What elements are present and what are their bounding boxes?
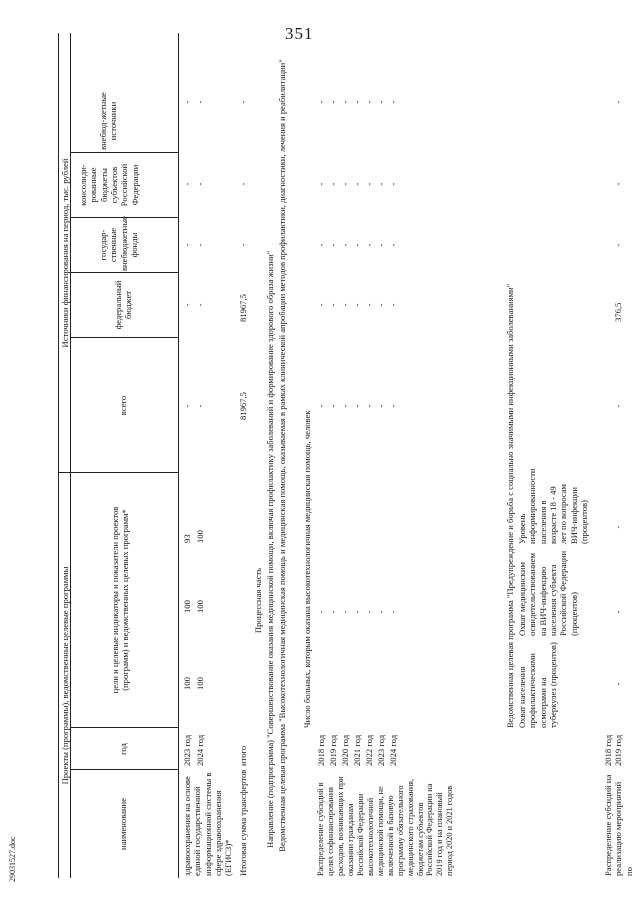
cell-dash: -: [328, 303, 338, 307]
row-egisz-ind3-2023: 93: [182, 534, 192, 543]
row-egisz-ind3-2024: 100: [195, 530, 205, 543]
cell-dash: -: [195, 404, 205, 408]
cell-dash: -: [613, 682, 623, 686]
cell-dash: -: [195, 182, 205, 186]
group-header-divider: [70, 33, 71, 878]
cell-dash: -: [352, 610, 362, 614]
cell-dash: -: [376, 182, 386, 186]
cell-dash: -: [316, 182, 326, 186]
row-last-name: Распределение субсидий на реализацию мероприятий по: [603, 774, 634, 876]
cell-dash: -: [238, 100, 248, 104]
cell-dash: -: [340, 100, 350, 104]
row-subsidies-name: Распределение субсидий в целях софинансирования расходов, возникающих при оказании гражданам Российской Федерации высокотехнологичной медицинской помощи, не включенной в базовую программу обязательного медицинского страхования, бюджетам субъектов Российской Федерации на 2019 год и на плановый период 2020 и 2021 годов: [316, 776, 455, 876]
row-last-year: 2019 год: [613, 734, 623, 766]
row-transfers-total: 81967,5: [238, 392, 248, 420]
cell-dash: -: [195, 303, 205, 307]
cell-dash: -: [328, 404, 338, 408]
row-egisz-name: здравоохранения на основе единой государственной информационной системы в сфере здравоохранения (ЕГИСЗ)*: [182, 772, 234, 876]
col-header-extra: внебюд-жетные источники: [98, 92, 119, 150]
cell-dash: -: [613, 100, 623, 104]
cell-dash: -: [376, 404, 386, 408]
cell-dash: -: [613, 525, 623, 529]
cell-dash: -: [613, 404, 623, 408]
cell-dash: -: [364, 100, 374, 104]
row-subsidies-year: 2019 год: [328, 734, 338, 766]
program2-indicator-3: Уровень информированности населения в возрасте 18 - 49 лет по вопросам ВИЧ-инфекции (процентов): [517, 468, 589, 544]
row-transfers-year: итого: [238, 745, 248, 766]
cell-dash: -: [238, 182, 248, 186]
row-subsidies-year: 2024 год: [388, 734, 398, 766]
rotated-table: [58, 33, 634, 878]
cell-dash: -: [352, 243, 362, 247]
row-subsidies-year: 2018 год: [316, 734, 326, 766]
cell-dash: -: [195, 100, 205, 104]
cell-dash: -: [316, 610, 326, 614]
program2-indicator-2: Охват медицинским освидетельствованием на ВИЧ-инфекцию населения субъекта Российской Федерации (процентов): [517, 550, 579, 636]
cell-dash: -: [388, 610, 398, 614]
cell-dash: -: [195, 243, 205, 247]
cell-dash: -: [316, 243, 326, 247]
cell-dash: -: [238, 243, 248, 247]
cell-dash: -: [182, 100, 192, 104]
cell-dash: -: [340, 182, 350, 186]
cell-dash: -: [182, 303, 192, 307]
cell-dash: -: [388, 303, 398, 307]
program2-title: Ведомственная целевая программа "Предупреждение и борьба с социально значимыми инфекционными заболеваниями": [505, 283, 515, 728]
cell-dash: -: [182, 404, 192, 408]
header-bottom-border: [178, 33, 179, 878]
program2-indicator-1: Охват населения профилактическими осмотрами на туберкулез (процентов): [517, 642, 558, 728]
col-header-consolidated: консолиди-рованные бюджеты субъектов Российской Федерации: [78, 163, 140, 207]
row-subsidies-year: 2023 год: [376, 734, 386, 766]
cell-dash: -: [388, 404, 398, 408]
cell-dash: -: [340, 610, 350, 614]
col-header-state-funds: государ-ственные внебюджетные фонды: [98, 216, 139, 271]
cell-dash: -: [328, 182, 338, 186]
processing-part-title: Процессная часть: [253, 567, 263, 634]
page-number: 351: [285, 24, 314, 43]
cell-dash: -: [376, 610, 386, 614]
cell-dash: -: [376, 243, 386, 247]
cell-dash: -: [316, 100, 326, 104]
col-header-federal: федеральный бюджет: [113, 280, 134, 330]
program1-indicator: Число больных, которым оказана высокотехнологичная медицинская помощь, человек: [302, 410, 312, 728]
projects-group-header: Проекты (программы), ведомственные целевые программы: [60, 566, 70, 785]
row-egisz-ind1-2023: 100: [182, 677, 192, 690]
col-header-total: всего: [118, 395, 128, 416]
cell-dash: -: [340, 243, 350, 247]
table-top-border: [58, 33, 59, 878]
cell-dash: -: [352, 303, 362, 307]
cell-dash: -: [182, 182, 192, 186]
col-header-indicators: цели и целевые индикаторы и показатели проектов (программ) и ведомственных целевых программ*: [110, 506, 131, 694]
footer-file-code: 29031527.doc: [8, 836, 17, 882]
row-transfers-federal: 81967,5: [238, 294, 248, 322]
row-last-year: 2018 год: [603, 734, 613, 766]
row-egisz-ind2-2024: 100: [195, 600, 205, 613]
cell-dash: -: [364, 303, 374, 307]
cell-dash: -: [388, 100, 398, 104]
col-divider-extra: [70, 152, 178, 153]
row-egisz-ind1-2024: 100: [195, 677, 205, 690]
cell-dash: -: [352, 100, 362, 104]
cell-dash: -: [613, 243, 623, 247]
program1-title: Ведомственная целевая программа "Высокотехнологичная медицинская помощь и медицинская помощь, оказываемая в рамках клинической апробации методов профилактики, диагностики, лечения и реабилитации": [277, 59, 287, 852]
row-subsidies-year: 2021 год: [352, 734, 362, 766]
col-header-name: наименование: [118, 798, 128, 850]
cell-dash: -: [328, 100, 338, 104]
cell-dash: -: [613, 610, 623, 614]
row-transfers-name: Итоговая сумма трансфертов: [238, 769, 248, 876]
row-egisz-year-2023: 2023 год: [182, 734, 192, 766]
cell-dash: -: [388, 243, 398, 247]
cell-dash: -: [364, 182, 374, 186]
col-divider-state-funds: [70, 272, 178, 273]
cell-dash: -: [364, 243, 374, 247]
cell-dash: -: [340, 303, 350, 307]
direction-title: Направление (подпрограмма) "Совершенствование оказания медицинской помощи, включая профилактику заболеваний и формирование здорового образа жизни": [265, 250, 275, 848]
cell-dash: -: [376, 303, 386, 307]
cell-dash: -: [316, 303, 326, 307]
cell-dash: -: [340, 404, 350, 408]
cell-dash: -: [388, 182, 398, 186]
row-last-federal: 376,5: [613, 302, 623, 322]
cell-dash: -: [364, 610, 374, 614]
cell-dash: -: [316, 404, 326, 408]
cell-dash: -: [328, 243, 338, 247]
funding-group-header: Источники финансирования на период, тыс. рублей: [60, 158, 70, 348]
cell-dash: -: [328, 610, 338, 614]
row-subsidies-year: 2022 год: [364, 734, 374, 766]
cell-dash: -: [182, 243, 192, 247]
row-egisz-ind2-2023: 100: [182, 600, 192, 613]
cell-dash: -: [352, 404, 362, 408]
cell-dash: -: [352, 182, 362, 186]
row-egisz-year-2024: 2024 год: [195, 734, 205, 766]
cell-dash: -: [613, 182, 623, 186]
cell-dash: -: [376, 100, 386, 104]
row-subsidies-year: 2020 год: [340, 734, 350, 766]
cell-dash: -: [364, 404, 374, 408]
col-header-year: год: [118, 743, 128, 755]
